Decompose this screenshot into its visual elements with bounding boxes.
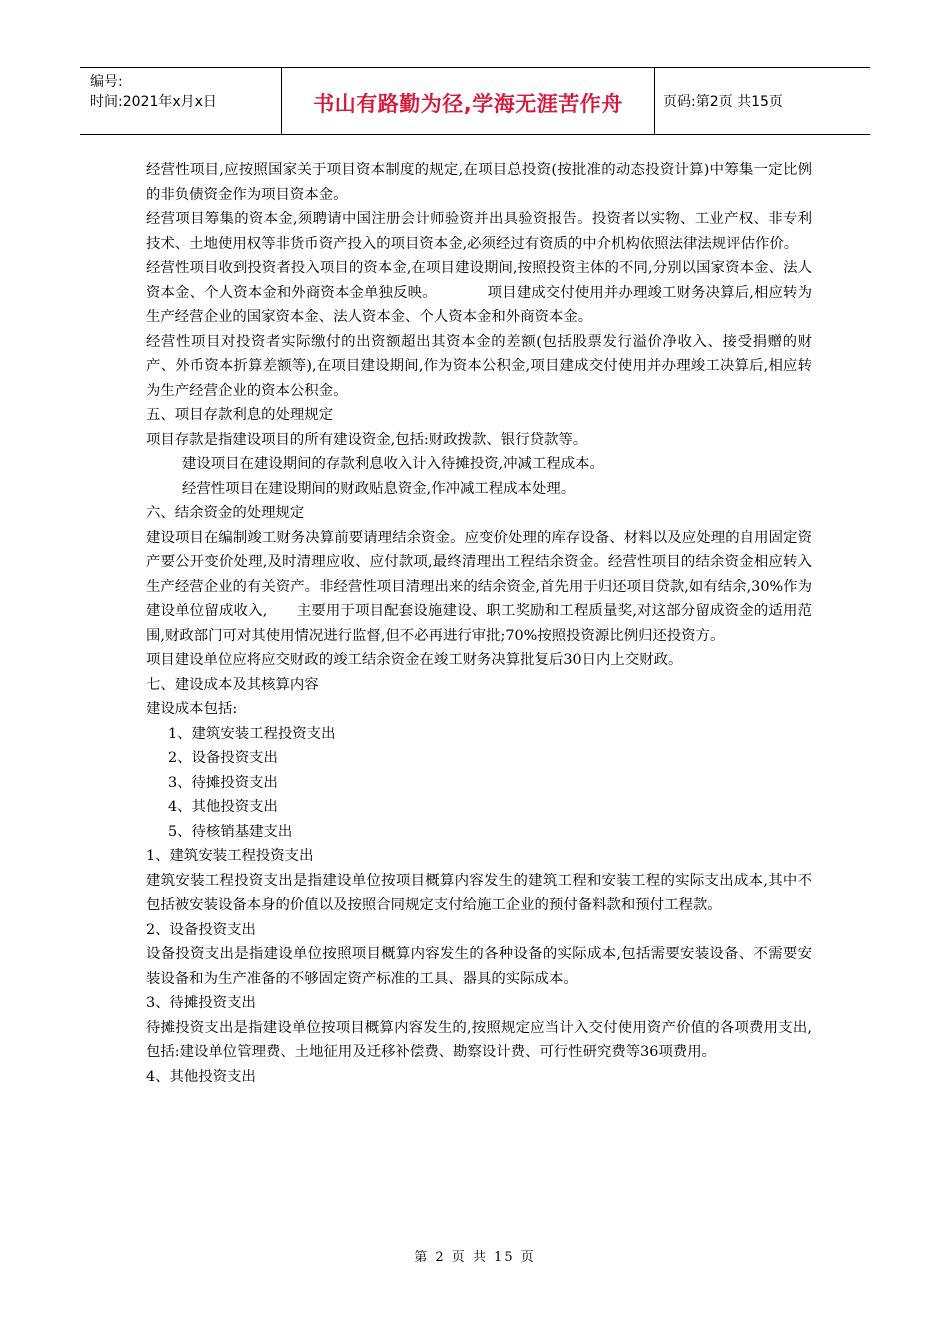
- body-paragraph: 五、项目存款利息的处理规定: [146, 407, 334, 423]
- body-paragraph: 5、待核销基建支出: [168, 823, 293, 840]
- body-paragraph: 经营性项目收到投资者投入项目的资本金,在项目建设期间,按照投资主体的不同,分别以国家资本金、法人资本金、个人资本金和外商资本金单独反映。 项目建成交付使用并办理竣工财务决算后,相应转为生产经营企业的国家资本金、法人资本金、个人资本金和外商资本金。: [146, 260, 812, 325]
- document-body: [146, 158, 812, 1089]
- body-paragraph: 2、设备投资支出: [146, 921, 256, 938]
- header-motto: 书山有路勤为径,学海无涯苦作舟: [313, 92, 623, 116]
- header-meta: [80, 68, 282, 134]
- body-paragraph: 经营性项目在建设期间的财政贴息资金,作冲减工程成本处理。: [182, 480, 576, 497]
- body-paragraph: 经营项目筹集的资本金,须聘请中国注册会计师验资并出具验资报告。投资者以实物、工业产权、非专利技术、土地使用权等非货币资产投入的项目资本金,必须经过有资质的中介机构依照法律法规评估作价。: [146, 211, 812, 252]
- body-paragraph: 1、建筑安装工程投资支出: [146, 848, 314, 864]
- body-paragraph: 六、结余资金的处理规定: [146, 505, 305, 521]
- footer-page-number: 第 2 页 共 15 页: [414, 1250, 536, 1265]
- header-page-cell: [655, 68, 870, 134]
- header-page-label: 页码:第2页 共15页: [663, 94, 783, 110]
- body-paragraph: 2、设备投资支出: [168, 750, 278, 766]
- document-date-label: 时间:2021年x月x日: [90, 94, 217, 110]
- body-paragraph: 3、待摊投资支出: [168, 774, 278, 791]
- body-paragraph: 建筑安装工程投资支出是指建设单位按项目概算内容发生的建筑工程和安装工程的实际支出成本,其中不包括被安装设备本身的价值以及按照合同规定支付给施工企业的预付备料款和预付工程款。: [146, 872, 812, 913]
- body-paragraph: 4、其他投资支出: [168, 799, 278, 815]
- body-paragraph: 项目建设单位应将应交财政的竣工结余资金在竣工财务决算批复后30日内上交财政。: [146, 652, 683, 668]
- body-paragraph: 项目存款是指建设项目的所有建设资金,包括:财政拨款、银行贷款等。: [146, 431, 588, 448]
- body-paragraph: 经营性项目对投资者实际缴付的出资额超出其资本金的差额(包括股票发行溢价净收入、接受捐赠的财产、外币资本折算差额等),在项目建设期间,作为资本公积金,项目建成交付使用并办理竣工决算后,相应转为生产经营企业的资本公积金。: [146, 333, 812, 399]
- page-footer: [0, 1246, 950, 1265]
- body-paragraph: 设备投资支出是指建设单位按照项目概算内容发生的各种设备的实际成本,包括需要安装设备、不需要安装设备和为生产准备的不够固定资产标准的工具、器具的实际成本。: [146, 946, 812, 987]
- body-paragraph: 4、其他投资支出: [146, 1068, 256, 1085]
- body-paragraph: 建设项目在建设期间的存款利息收入计入待摊投资,冲减工程成本。: [182, 456, 604, 472]
- header-motto-cell: [282, 68, 655, 134]
- body-paragraph: 建设成本包括:: [146, 701, 238, 717]
- body-paragraph: 七、建设成本及其核算内容: [146, 676, 319, 693]
- body-paragraph: 建设项目在编制竣工财务决算前要请理结余资金。应变价处理的库存设备、材料以及应处理的自用固定资产要公开变价处理,及时清理应收、应付款项,最终清理出工程结余资金。经营性项目的结余资金相应转入生产经营企业的有关资产。非经营性项目清理出来的结余资金,首先用于归还项目贷款,如有结余,30%作为建设单位留成收入, 主要用于项目配套设施建设、职工奖励和工程质量奖,对这部分留成资金的适用范围,财政部门可对其使用情况进行监督,但不必再进行审批;70%按照投资源比例归还投资方。: [146, 529, 812, 644]
- page-header: [80, 67, 870, 135]
- body-paragraph: 1、建筑安装工程投资支出: [168, 725, 336, 742]
- document-number-label: 编号:: [90, 74, 123, 90]
- body-paragraph: 待摊投资支出是指建设单位按项目概算内容发生的,按照规定应当计入交付使用资产价值的各项费用支出,包括:建设单位管理费、土地征用及迁移补偿费、勘察设计费、可行性研究费等36项费用。: [146, 1019, 812, 1060]
- body-paragraph: 经营性项目,应按照国家关于项目资本制度的规定,在项目总投资(按批准的动态投资计算)中筹集一定比例的非负债资金作为项目资本金。: [146, 162, 812, 203]
- body-paragraph: 3、待摊投资支出: [146, 995, 256, 1011]
